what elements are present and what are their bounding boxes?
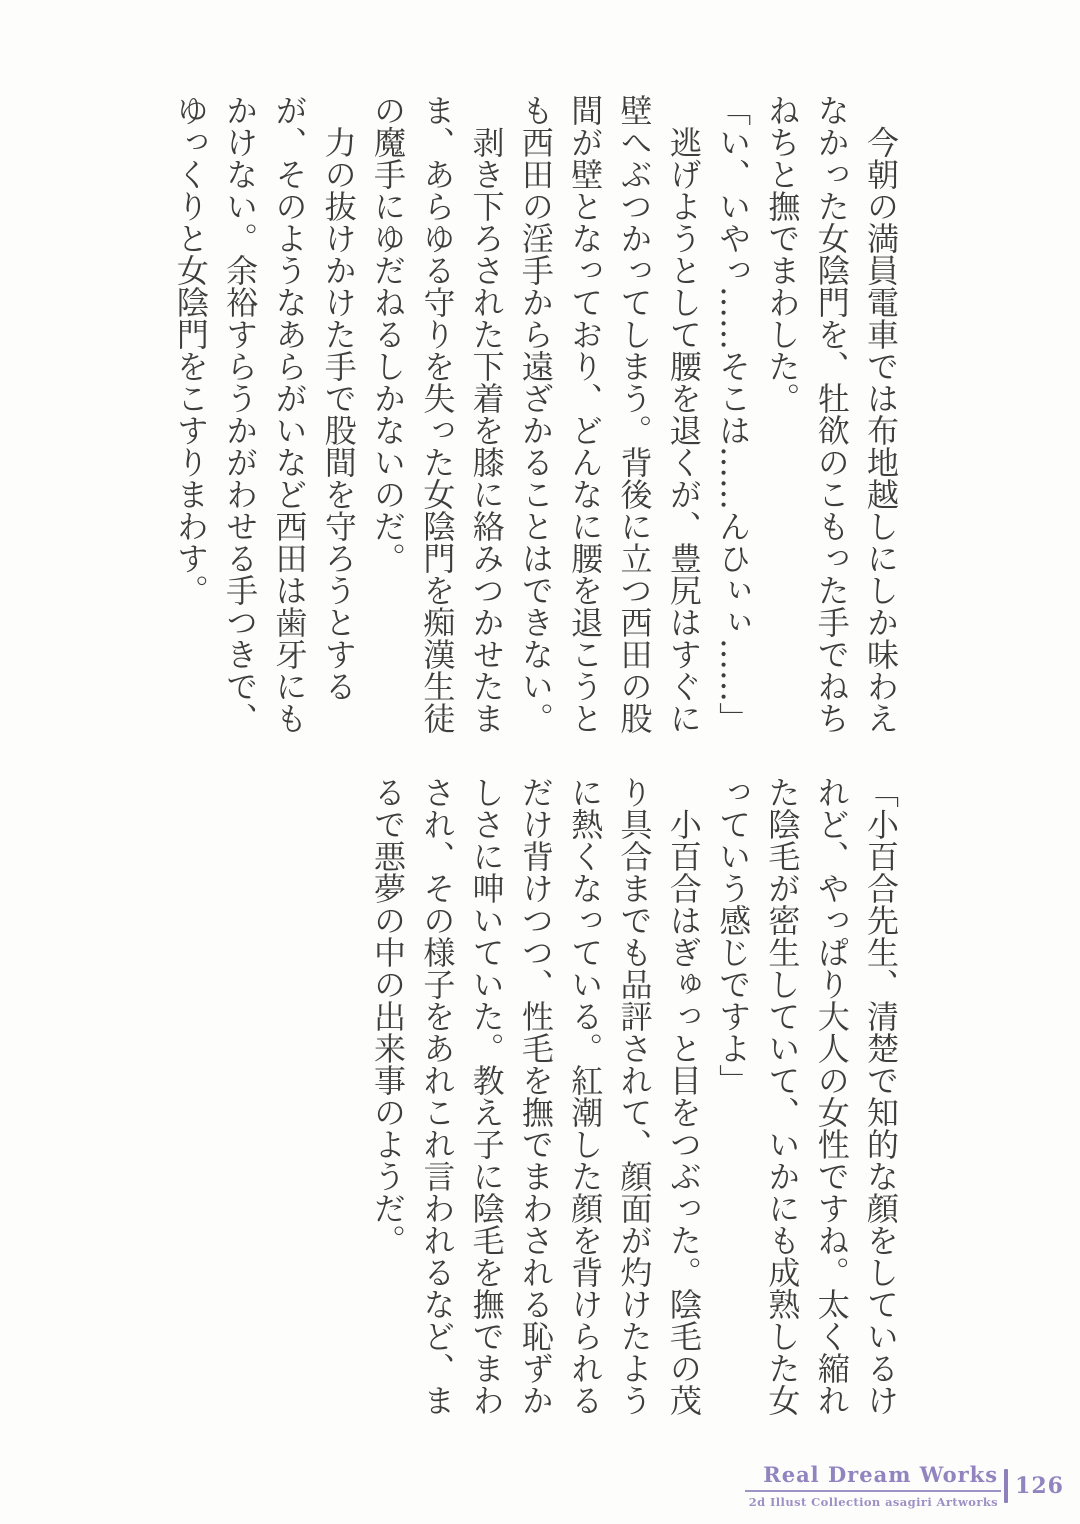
- vertical-text-line: 「小百合先生、清楚で知的な顔をしているけ: [862, 776, 900, 1416]
- vertical-text-line: 今朝の満員電車では布地越しにしか味わえ: [862, 126, 900, 734]
- vertical-text-line: れど、やっぱり大人の女性ですね。太く縮れ: [812, 776, 851, 1416]
- footer-series-subtitle: 2d Illust Collection asagiri Artworks: [745, 1490, 1001, 1509]
- footer-logo: [745, 1462, 1001, 1509]
- vertical-text-line: り具合までも品評されて、顔面が灼けたよう: [615, 776, 654, 1416]
- text-block-bottom: [363, 776, 905, 1418]
- vertical-text-line: が、そのようなあらがいなど西田は歯牙にも: [270, 94, 309, 734]
- vertical-text-line: ねちと撫でまわした。: [763, 94, 802, 414]
- text-block-top: [166, 94, 905, 736]
- vertical-text-line: なかった女陰門を、牡欲のこもった手でねち: [812, 94, 851, 734]
- vertical-text-line: 逃げようとして腰を退くが、豊尻はすぐに: [664, 126, 703, 734]
- vertical-text-line: しさに呻いていた。教え子に陰毛を撫でまわ: [467, 776, 506, 1416]
- vertical-text-line: 力の抜けかけた手で股間を守ろうとする: [319, 126, 358, 702]
- vertical-text-line: かけない。余裕すらうかがわせる手つきで、: [221, 94, 260, 734]
- vertical-text-line: 「い、いやっ……そこは……んひぃぃ……」: [714, 94, 753, 734]
- footer-divider-bar: [1004, 1469, 1008, 1503]
- vertical-text-line: た陰毛が密生していて、いかにも成熟した女: [763, 776, 802, 1416]
- footer-page-number: 126: [1015, 1472, 1064, 1499]
- vertical-text-line: 剥き下ろされた下着を膝に絡みつかせたま: [467, 126, 506, 734]
- vertical-text-line: ま、あらゆる守りを失った女陰門を痴漢生徒: [418, 94, 457, 734]
- vertical-text-line: の魔手にゆだねるしかないのだ。: [369, 94, 408, 574]
- vertical-text-line: だけ背けつつ、性毛を撫でまわされる恥ずか: [516, 776, 555, 1416]
- vertical-text-line: るで悪夢の中の出来事のようだ。: [369, 776, 408, 1256]
- page-footer: [745, 1462, 1064, 1509]
- vertical-text-line: 壁へぶつかってしまう。背後に立つ西田の股: [615, 94, 654, 734]
- vertical-text-line: 小百合はぎゅっと目をつぶった。陰毛の茂: [664, 808, 703, 1416]
- vertical-text-line: され、その様子をあれこれ言われるなど、ま: [418, 776, 457, 1416]
- vertical-text-line: も西田の淫手から遠ざかることはできない。: [516, 94, 555, 734]
- vertical-text-line: 間が壁となっており、どんなに腰を退こうと: [566, 94, 605, 734]
- vertical-text-line: っていう感じですよ」: [714, 776, 753, 1096]
- vertical-text-line: に熱くなっている。紅潮した顔を背けられる: [566, 776, 605, 1416]
- footer-series-title: Real Dream Works: [763, 1462, 999, 1487]
- vertical-text-line: ゆっくりと女陰門をこすりまわす。: [171, 94, 210, 606]
